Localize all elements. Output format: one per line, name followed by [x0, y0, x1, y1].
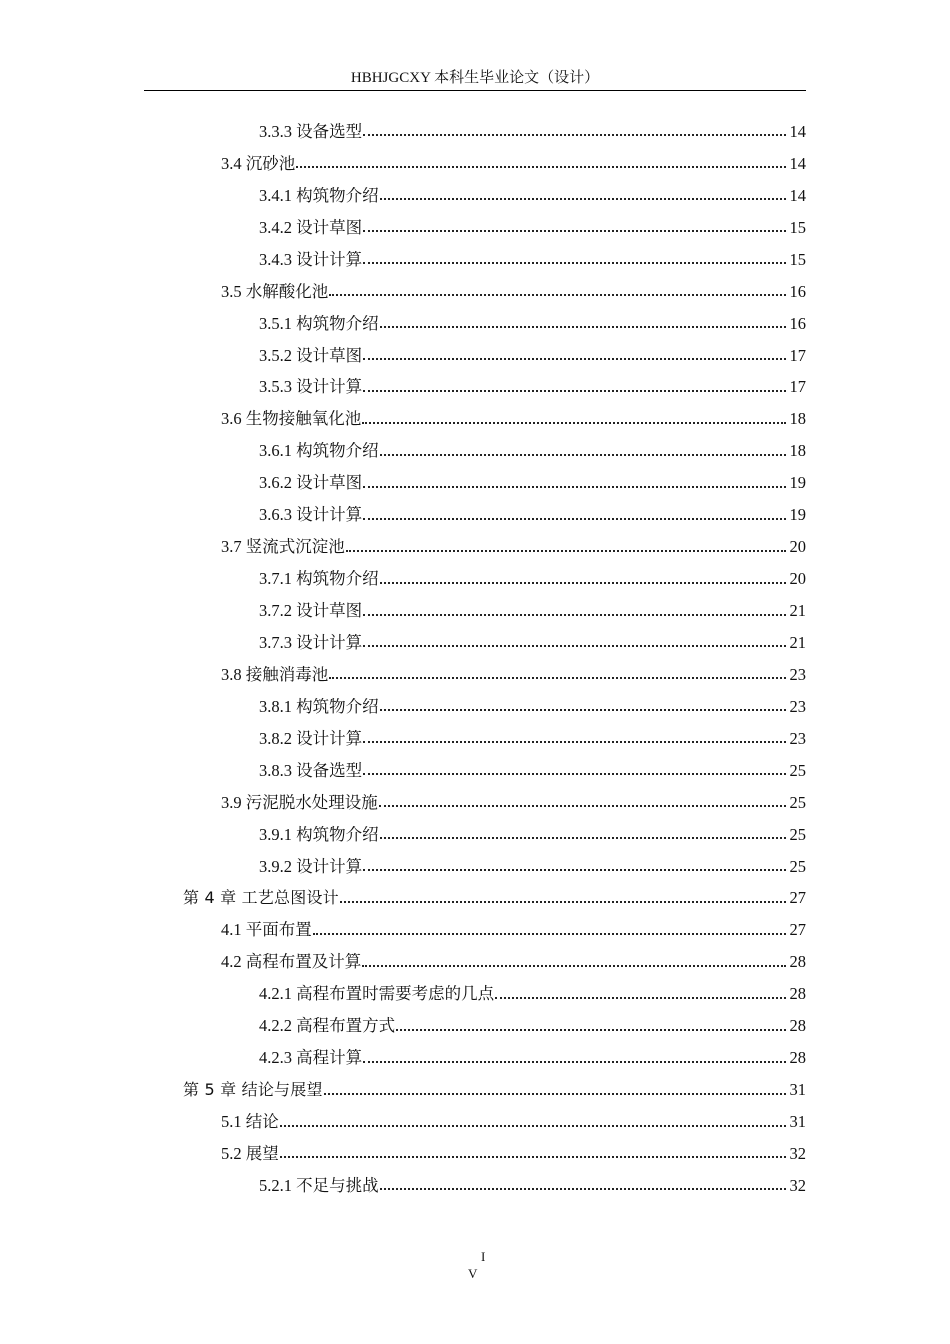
toc-entry[interactable]: [0, 563, 950, 595]
toc-entry-label: 3.5.2 设计草图: [259, 345, 363, 365]
toc-entry-page-number: 25: [789, 856, 806, 876]
toc-entry-page-number: 28: [789, 1016, 806, 1036]
toc-entry-page-number: 27: [789, 888, 806, 908]
toc-entry-page-number: 25: [789, 824, 806, 844]
toc-entry-label: 3.5.1 构筑物介绍: [259, 313, 379, 333]
toc-entry-label: 3.4.1 构筑物介绍: [259, 185, 379, 205]
toc-dot-leader: [363, 740, 786, 743]
toc-entry[interactable]: [0, 851, 950, 883]
toc-dot-leader: [380, 197, 786, 200]
toc-entry-label: 3.9 污泥脱水处理设施: [221, 792, 378, 812]
toc-entry-page-number: 23: [789, 728, 806, 748]
toc-dot-leader: [363, 389, 786, 392]
toc-dot-leader: [280, 1124, 786, 1127]
toc-entry-page-number: 23: [789, 664, 806, 684]
toc-entry[interactable]: [0, 1106, 950, 1138]
toc-entry-label: 4.2.3 高程计算: [259, 1048, 363, 1068]
toc-entry[interactable]: [0, 499, 950, 531]
toc-entry-page-number: 21: [789, 632, 806, 652]
toc-entry-page-number: 31: [789, 1112, 806, 1132]
toc-entry-page-number: 21: [789, 601, 806, 621]
toc-entry-label: 3.8.2 设计计算: [259, 728, 363, 748]
toc-entry[interactable]: [0, 978, 950, 1010]
toc-entry-label: 4.2.1 高程布置时需要考虑的几点: [259, 984, 495, 1004]
toc-entry-page-number: 28: [789, 952, 806, 972]
toc-entry-page-number: 18: [789, 441, 806, 461]
toc-dot-leader: [380, 325, 786, 328]
toc-entry-label: 3.9.2 设计计算: [259, 856, 363, 876]
toc-entry-label: 3.4.2 设计草图: [259, 217, 363, 237]
toc-entry-label: 5.2.1 不足与挑战: [259, 1175, 379, 1195]
toc-dot-leader: [363, 644, 786, 647]
toc-entry[interactable]: [0, 1042, 950, 1074]
toc-entry[interactable]: [0, 914, 950, 946]
toc-dot-leader: [363, 517, 786, 520]
toc-entry-label: 5.2 展望: [221, 1143, 279, 1163]
toc-dot-leader: [340, 900, 786, 903]
toc-entry-page-number: 20: [789, 537, 806, 557]
toc-entry[interactable]: [0, 595, 950, 627]
toc-entry-label: 3.6 生物接触氧化池: [221, 409, 362, 429]
toc-entry-label: 3.5.3 设计计算: [259, 377, 363, 397]
table-of-contents: [0, 116, 950, 1202]
page-number-bottom: V: [468, 1266, 478, 1281]
toc-entry-label: 3.4.3 设计计算: [259, 249, 363, 269]
toc-entry[interactable]: [0, 467, 950, 499]
toc-dot-leader: [380, 453, 786, 456]
page-header-title: HBHJGCXY 本科生毕业论文（设计）: [350, 70, 600, 86]
toc-dot-leader: [363, 772, 786, 775]
toc-entry-page-number: 17: [789, 377, 806, 397]
toc-entry-page-number: 14: [789, 185, 806, 205]
toc-dot-leader: [380, 581, 786, 584]
header-divider: [144, 90, 806, 91]
toc-entry[interactable]: [0, 723, 950, 755]
toc-entry[interactable]: [0, 691, 950, 723]
toc-entry-page-number: 15: [789, 217, 806, 237]
toc-entry[interactable]: [0, 116, 950, 148]
toc-entry-label: 3.9.1 构筑物介绍: [259, 824, 379, 844]
toc-entry[interactable]: [0, 180, 950, 212]
toc-dot-leader: [324, 1092, 786, 1095]
toc-entry-page-number: 25: [789, 792, 806, 812]
toc-dot-leader: [380, 1187, 786, 1190]
toc-entry-page-number: 16: [789, 281, 806, 301]
toc-dot-leader: [296, 165, 786, 168]
toc-entry[interactable]: [0, 627, 950, 659]
toc-entry[interactable]: [0, 1010, 950, 1042]
toc-entry-label: 3.7.1 构筑物介绍: [259, 569, 379, 589]
toc-dot-leader: [363, 1060, 786, 1063]
toc-entry-label: 4.2.2 高程布置方式: [259, 1016, 396, 1036]
toc-dot-leader: [363, 229, 786, 232]
toc-entry[interactable]: [0, 1138, 950, 1170]
toc-dot-leader: [379, 804, 786, 807]
toc-entry-page-number: 32: [789, 1175, 806, 1195]
toc-entry[interactable]: [0, 1074, 950, 1106]
toc-entry[interactable]: [0, 372, 950, 404]
toc-entry[interactable]: [0, 244, 950, 276]
toc-dot-leader: [396, 1028, 786, 1031]
toc-entry-label: 3.5 水解酸化池: [221, 281, 329, 301]
toc-entry-label: 3.8.1 构筑物介绍: [259, 696, 379, 716]
toc-entry[interactable]: [0, 531, 950, 563]
page-number-top: I: [481, 1249, 486, 1264]
toc-entry-label: 3.3.3 设备选型: [259, 121, 363, 141]
toc-entry-page-number: 32: [789, 1143, 806, 1163]
toc-entry-label: 3.4 沉砂池: [221, 153, 296, 173]
toc-entry[interactable]: [0, 883, 950, 915]
toc-entry-label: 3.8.3 设备选型: [259, 760, 363, 780]
toc-entry-label: 第 4 章 工艺总图设计: [183, 888, 339, 908]
toc-entry-page-number: 25: [789, 760, 806, 780]
toc-dot-leader: [495, 996, 786, 999]
toc-entry[interactable]: [0, 340, 950, 372]
toc-entry[interactable]: [0, 1170, 950, 1202]
toc-entry-page-number: 18: [789, 409, 806, 429]
toc-entry-page-number: 23: [789, 696, 806, 716]
toc-dot-leader: [363, 261, 786, 264]
toc-entry-page-number: 19: [789, 473, 806, 493]
toc-entry[interactable]: [0, 148, 950, 180]
toc-dot-leader: [380, 708, 786, 711]
toc-entry[interactable]: [0, 435, 950, 467]
toc-dot-leader: [363, 133, 786, 136]
toc-entry[interactable]: [0, 212, 950, 244]
toc-entry-page-number: 17: [789, 345, 806, 365]
toc-entry-label: 4.1 平面布置: [221, 920, 312, 940]
toc-entry[interactable]: [0, 659, 950, 691]
toc-entry-label: 4.2 高程布置及计算: [221, 952, 362, 972]
toc-entry[interactable]: [0, 308, 950, 340]
toc-entry-page-number: 31: [789, 1080, 806, 1100]
toc-entry[interactable]: [0, 819, 950, 851]
toc-entry-page-number: 14: [789, 121, 806, 141]
toc-entry-label: 3.6.3 设计计算: [259, 505, 363, 525]
toc-dot-leader: [363, 613, 786, 616]
toc-entry-page-number: 27: [789, 920, 806, 940]
toc-entry-page-number: 15: [789, 249, 806, 269]
toc-dot-leader: [363, 357, 786, 360]
toc-entry[interactable]: [0, 403, 950, 435]
toc-dot-leader: [280, 1155, 786, 1158]
toc-entry-label: 5.1 结论: [221, 1112, 279, 1132]
toc-dot-leader: [313, 932, 786, 935]
toc-dot-leader: [380, 836, 786, 839]
toc-entry[interactable]: [0, 755, 950, 787]
toc-entry-label: 3.7 竖流式沉淀池: [221, 537, 345, 557]
toc-dot-leader: [346, 549, 786, 552]
toc-dot-leader: [363, 868, 786, 871]
toc-entry-page-number: 28: [789, 1048, 806, 1068]
toc-dot-leader: [362, 964, 786, 967]
toc-entry[interactable]: [0, 946, 950, 978]
toc-dot-leader: [362, 421, 786, 424]
toc-entry[interactable]: [0, 787, 950, 819]
toc-entry-label: 3.6.2 设计草图: [259, 473, 363, 493]
toc-entry-page-number: 14: [789, 153, 806, 173]
toc-dot-leader: [329, 676, 786, 679]
toc-entry-label: 3.7.3 设计计算: [259, 632, 363, 652]
toc-entry-label: 3.8 接触消毒池: [221, 664, 329, 684]
toc-entry-page-number: 20: [789, 569, 806, 589]
toc-entry-page-number: 28: [789, 984, 806, 1004]
toc-entry-label: 第 5 章 结论与展望: [183, 1080, 323, 1100]
toc-entry-label: 3.7.2 设计草图: [259, 601, 363, 621]
toc-entry-page-number: 19: [789, 505, 806, 525]
toc-entry-label: 3.6.1 构筑物介绍: [259, 441, 379, 461]
toc-dot-leader: [329, 293, 786, 296]
toc-dot-leader: [363, 485, 786, 488]
toc-entry[interactable]: [0, 276, 950, 308]
toc-entry-page-number: 16: [789, 313, 806, 333]
